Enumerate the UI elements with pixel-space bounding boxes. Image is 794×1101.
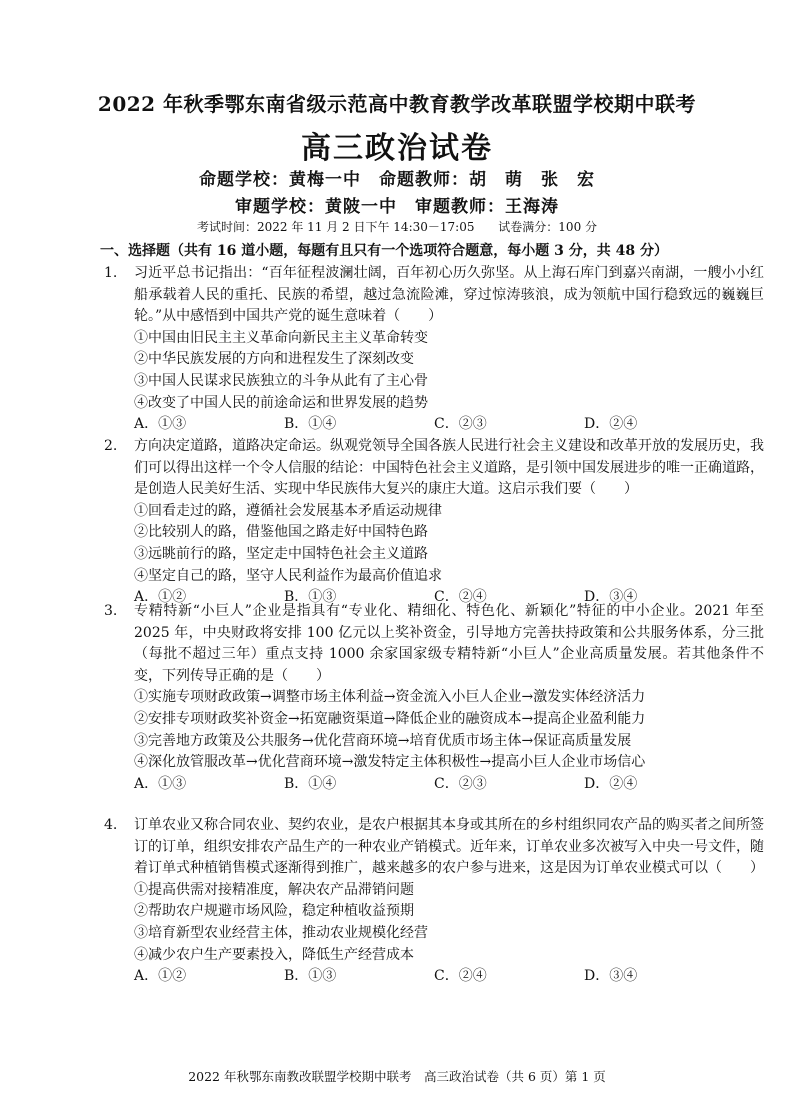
choice-c: C．②③: [434, 775, 487, 792]
question-number: 4.: [104, 817, 118, 833]
statement-option: ①回看走过的路，遵循社会发展基本矛盾运动规律: [134, 502, 442, 519]
choice-b: B．①④: [284, 416, 337, 433]
statement-option: ②安排专项财政奖补资金→拓宽融资渠道→降低企业的融资成本→提高企业盈利能力: [134, 710, 646, 727]
question-stem: 习近平总书记指出：“百年征程波澜壮阔，百年初心历久弥坚。从上海石库门到嘉兴南湖，一艘小小红船承载着人民的重托、民族的希望，越过急流险滩，穿过惊涛骇浪，成为领航中国行稳致远的巍巍巨轮。”从中感悟到中国共产党的诞生意味着（ ）: [134, 265, 764, 325]
question-number: 3.: [104, 603, 118, 619]
question-4: [104, 815, 764, 988]
statement-option: ④坚定自己的路，坚守人民利益作为最高价值追求: [134, 567, 442, 584]
statement-option: ②中华民族发展的方向和进程发生了深刻改变: [134, 351, 414, 368]
section-heading: 一、选择题（共有 16 道小题，每题有且只有一个选项符合题意，每小题 3 分，共 48 分）: [100, 243, 668, 259]
choice-d: D．③④: [584, 589, 638, 606]
question-stem: 方向决定道路，道路决定命运。纵观党领导全国各族人民进行社会主义建设和改革开放的发展历史，我们可以得出这样一个令人信服的结论：中国特色社会主义道路，是引领中国发展进步的唯一正确道路，是创造人民美好生活、实现中华民族伟大复兴的康庄大道。这启示我们要（ ）: [134, 438, 764, 498]
choice-d: D．②④: [584, 416, 638, 433]
question-number: 2.: [104, 438, 118, 454]
question-stem: 订单农业又称合同农业、契约农业，是农户根据其本身或其所在的乡村组织同农产品的购买者之间所签订的订单，组织安排农产品生产的一种农业产销模式。近年来，订单农业多次被写入中央一号文件，随着订单式种植销售模式逐渐得到推广，越来越多的农户参与进来，这是因为订单农业模式可以（ ）: [134, 817, 764, 877]
choice-a: A．①②: [134, 968, 187, 985]
statement-option: ④改变了中国人民的前途命运和世界发展的趋势: [134, 394, 428, 411]
statement-option: ③完善地方政策及公共服务→优化营商环境→培育优质市场主体→保证高质量发展: [134, 732, 632, 749]
statement-option: ②帮助农户规避市场风险，稳定种植收益预期: [134, 903, 414, 920]
choice-b: B．①④: [284, 775, 337, 792]
exam-info: [0, 218, 794, 235]
statement-option: ①中国由旧民主主义革命向新民主主义革命转变: [134, 329, 428, 346]
statement-option: ③中国人民谋求民族独立的斗争从此有了主心骨: [134, 372, 428, 389]
choice-a: A．①②: [134, 589, 187, 606]
choice-d: D．②④: [584, 775, 638, 792]
choice-a: A．①③: [134, 416, 187, 433]
statement-option: ④减少农户生产要素投入，降低生产经营成本: [134, 946, 414, 963]
answer-choices: [134, 414, 764, 436]
exam-subtitle: 高三政治试卷: [301, 131, 493, 166]
choice-b: B．①③: [284, 589, 337, 606]
choice-a: A．①③: [134, 775, 187, 792]
choice-c: C．②④: [434, 968, 487, 985]
question-3: [104, 601, 764, 795]
exam-time: 考试时间：2022 年 11 月 2 日下午 14:30－17:05: [196, 220, 475, 234]
answer-choices: [134, 774, 764, 796]
statement-option: ①提高供需对接精准度，解决农产品滞销问题: [134, 881, 414, 898]
page-footer: 2022 年秋鄂东南教改联盟学校期中联考 高三政治试卷（共 6 页）第 1 页: [188, 1069, 606, 1084]
reviewer-line: 审题学校：黄陂一中 审题教师：王海涛: [235, 197, 559, 217]
question-number: 1.: [104, 265, 118, 281]
answer-choices: [134, 966, 764, 988]
question-stem: 专精特新“小巨人”企业是指具有“专业化、精细化、特色化、新颖化”特征的中小企业。2021 年至 2025 年，中央财政将安排 100 亿元以上奖补资金，引导地方完善扶持政策和公共服务体系，分三批（每批不超过三年）重点支持 1000 余家国家级专精特新“小巨人”企业高质量发展。若其他条件不变，下列传导正确的是（ ）: [134, 603, 764, 684]
question-2: [104, 436, 764, 609]
choice-c: C．②③: [434, 416, 487, 433]
exam-title: 2022 年秋季鄂东南省级示范高中教育教学改革联盟学校期中联考: [97, 92, 697, 116]
statement-option: ①实施专项财政政策→调整市场主体利益→资金流入小巨人企业→激发实体经济活力: [134, 689, 646, 706]
statement-option: ③远眺前行的路，坚定走中国特色社会主义道路: [134, 545, 428, 562]
full-score: 试卷满分：100 分: [498, 220, 598, 234]
statement-option: ②比较别人的路，借鉴他国之路走好中国特色路: [134, 524, 428, 541]
choice-d: D．③④: [584, 968, 638, 985]
choice-b: B．①③: [284, 968, 337, 985]
statement-option: ③培育新型农业经营主体，推动农业规模化经营: [134, 924, 428, 941]
setter-line: 命题学校：黄梅一中 命题教师：胡 萌 张 宏: [199, 170, 595, 190]
question-1: [104, 263, 764, 436]
choice-c: C．②④: [434, 589, 487, 606]
statement-option: ④深化放管服改革→优化营商环境→激发特定主体积极性→提高小巨人企业市场信心: [134, 754, 646, 771]
